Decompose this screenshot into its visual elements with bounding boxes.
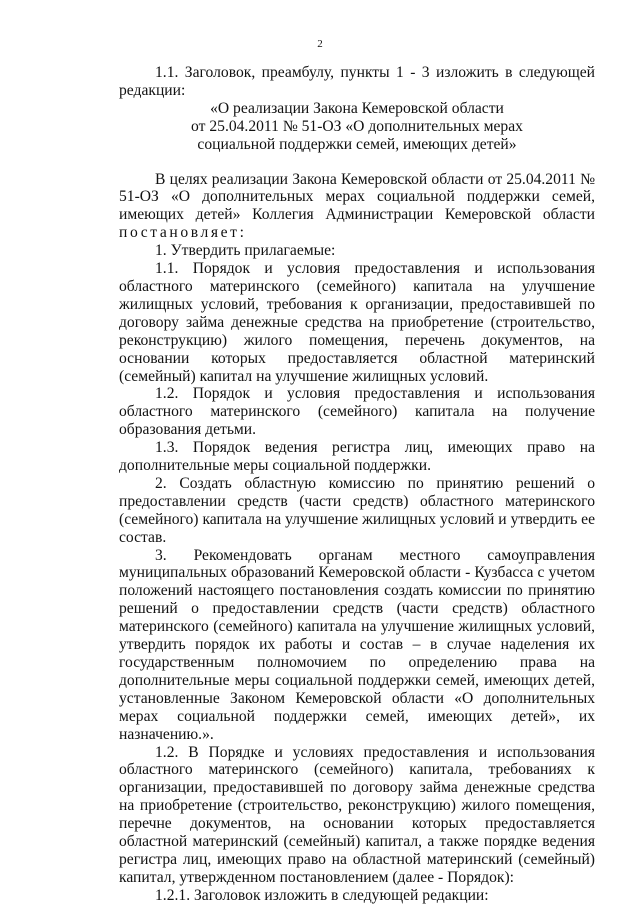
quoted-title-line-2: от 25.04.2011 № 51-ОЗ «О дополнительных мерах — [191, 117, 523, 135]
decree-word: постановляет: — [119, 224, 247, 242]
preamble-text: В целях реализации Закона Кемеровской области от 25.04.2011 № 51-ОЗ «О дополнительных мерах социальной поддержки семей, имеющих детей» Коллегия Администрации Кемеровской области — [119, 170, 595, 224]
paragraph-amendment-intro: 1.1. Заголовок, преамбулу, пункты 1 - 3 изложить в следующей редакции: — [119, 64, 595, 99]
paragraph-1-2: 1.2. В Порядке и условиях предоставления и использования областного материнского (семейного) капитала, требованиях к организации, предоставившей по договору займа денежные средства на приобретение (строительство, реконструкцию) жилого помещения, перечне документов, на основании которых предоставляется областной материнский (семейный) капитал, а также порядке ведения регистра лиц, имеющих право на областной материнский (семейный) капитал, утвержденном постановлением (далее - Порядок): — [119, 743, 595, 886]
paragraph-1-2-1: 1.2.1. Заголовок изложить в следующей редакции: — [155, 886, 489, 904]
quoted-title-line-3: социальной поддержки семей, имеющих детей» — [197, 135, 517, 153]
item-1-1: 1.1. Порядок и условия предоставления и использования областного материнского (семейного) капитала на улучшение жилищных условий, требования к организации, предоставившей по договору займа денежные средства на приобретение (строительство, реконструкцию) жилого помещения, перечень документов, на основании которых предоставляется областной материнский (семейный) капитал на улучшение жилищных условий. — [119, 260, 595, 385]
item-3: 3. Рекомендовать органам местного самоуправления муниципальных образований Кемеровской области - Кузбасса с учетом положений настоящего постановления создать комиссии по принятию решений о предоставлении средств (части средств) областного материнского (семейного) капитала на улучшение жилищных условий, утвердить порядок их работы и состав – в случае наделения их государственным полномочием по определению права на дополнительные меры социальной поддержки семей, имеющих детей, установленные Законом Кемеровской области «О дополнительных мерах социальной поддержки семей, имеющих детей», их назначению.». — [119, 546, 595, 743]
paragraph-preamble — [119, 171, 595, 243]
item-1-2: 1.2. Порядок и условия предоставления и использования областного материнского (семейного) капитала на получение образования детьми. — [119, 385, 595, 439]
page-number: 2 — [317, 38, 323, 50]
item-2: 2. Создать областную комиссию по принятию решений о предоставлении средств (части средств) областного материнского (семейного) капитала на улучшение жилищных условий и утвердить ее состав. — [119, 474, 595, 546]
item-1: 1. Утвердить прилагаемые: — [155, 242, 336, 260]
quoted-title-line-1: «О реализации Закона Кемеровской области — [210, 99, 504, 117]
item-1-3: 1.3. Порядок ведения регистра лиц, имеющих право на дополнительные меры социальной поддержки. — [119, 439, 595, 475]
document-body — [119, 64, 595, 905]
